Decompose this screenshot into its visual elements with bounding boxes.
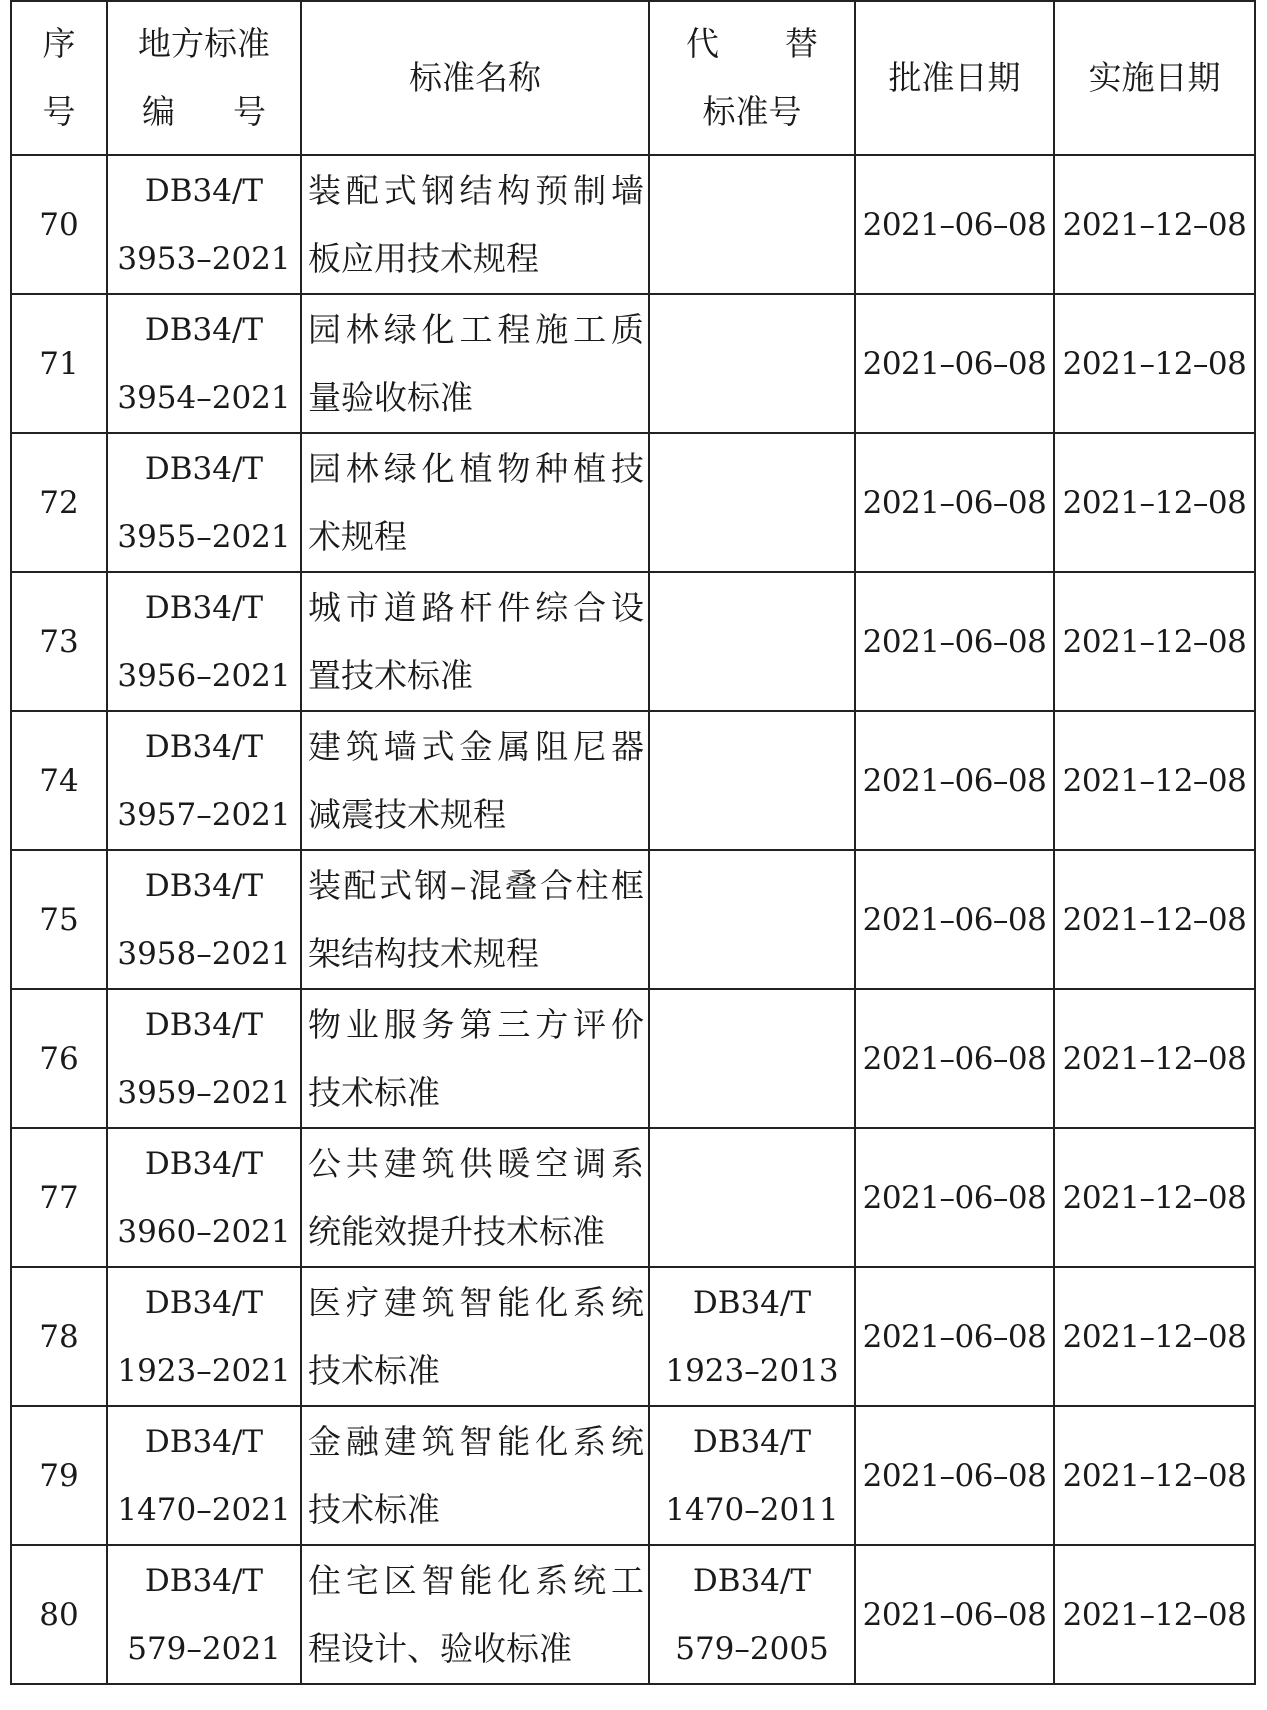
row-code (107, 1267, 301, 1406)
row-seq: 72 (11, 433, 107, 572)
row-seq: 75 (11, 850, 107, 989)
table-row (11, 1406, 1255, 1545)
row-effective-date: 2021–12–08 (1054, 1267, 1255, 1406)
row-code-line1: DB34/T (144, 1284, 264, 1321)
row-code-line2: 3953–2021 (117, 240, 291, 277)
header-row (11, 1, 1255, 155)
row-approve-date: 2021–06–08 (855, 1406, 1054, 1545)
row-name-line2: 程设计、验收标准 (308, 1628, 572, 1668)
row-name-line2: 技术标准 (308, 1489, 440, 1529)
row-approve-date: 2021–06–08 (855, 294, 1054, 433)
row-effective-date: 2021–12–08 (1054, 711, 1255, 850)
row-code-line2: 579–2021 (127, 1630, 281, 1667)
header-approve-date: 批准日期 (855, 1, 1054, 155)
row-name-line1: 公共建筑供暖空调系 (308, 1143, 644, 1183)
header-replace-line1-b: 替 (785, 24, 818, 63)
row-replace (649, 989, 855, 1128)
row-replace (649, 294, 855, 433)
row-code-line2: 3955–2021 (117, 518, 291, 555)
row-code-line2: 1470–2021 (117, 1491, 291, 1528)
row-code-line2: 3959–2021 (117, 1074, 291, 1111)
row-code-line1: DB34/T (144, 1423, 264, 1460)
row-name (301, 850, 649, 989)
row-replace (649, 155, 855, 294)
row-effective-date: 2021–12–08 (1054, 572, 1255, 711)
row-code-line1: DB34/T (144, 867, 264, 904)
row-replace-line2: 579–2005 (675, 1630, 829, 1667)
row-name (301, 711, 649, 850)
row-name-line2: 技术标准 (308, 1350, 440, 1390)
row-approve-date: 2021–06–08 (855, 155, 1054, 294)
row-approve-date: 2021–06–08 (855, 433, 1054, 572)
row-code (107, 1406, 301, 1545)
header-seq-line2: 号 (42, 92, 76, 131)
row-code-line1: DB34/T (144, 311, 264, 348)
row-code-line2: 3954–2021 (117, 379, 291, 416)
header-code-line2 (108, 78, 300, 146)
row-approve-date: 2021–06–08 (855, 1267, 1054, 1406)
header-effective-date: 实施日期 (1054, 1, 1255, 155)
row-effective-date: 2021–12–08 (1054, 1406, 1255, 1545)
table-row (11, 294, 1255, 433)
header-code-line1: 地方标准 (138, 24, 270, 63)
header-replace-line1-a: 代 (686, 24, 719, 63)
row-name-line2: 架结构技术规程 (308, 933, 539, 973)
table-body (11, 155, 1255, 1684)
row-code-line1: DB34/T (144, 1145, 264, 1182)
row-code (107, 850, 301, 989)
row-code-line1: DB34/T (144, 589, 264, 626)
row-name-line2: 量验收标准 (308, 377, 473, 417)
row-name-line1: 装配式钢–混叠合柱框 (308, 865, 644, 905)
row-seq: 74 (11, 711, 107, 850)
row-code (107, 433, 301, 572)
row-seq: 70 (11, 155, 107, 294)
row-seq: 80 (11, 1545, 107, 1684)
row-name-line2: 减震技术规程 (308, 794, 506, 834)
row-name (301, 294, 649, 433)
row-code (107, 294, 301, 433)
row-approve-date: 2021–06–08 (855, 1545, 1054, 1684)
row-replace (649, 433, 855, 572)
row-effective-date: 2021–12–08 (1054, 155, 1255, 294)
standards-table (10, 0, 1256, 1685)
row-name-line2: 技术标准 (308, 1072, 440, 1112)
row-name (301, 433, 649, 572)
row-seq: 77 (11, 1128, 107, 1267)
row-replace (649, 1545, 855, 1684)
row-code-line1: DB34/T (144, 728, 264, 765)
row-name-line2: 板应用技术规程 (308, 238, 539, 278)
row-code-line2: 3960–2021 (117, 1213, 291, 1250)
header-seq-line1: 序 (42, 24, 76, 63)
row-code (107, 1128, 301, 1267)
row-name-line1: 物业服务第三方评价 (308, 1004, 644, 1044)
row-effective-date: 2021–12–08 (1054, 989, 1255, 1128)
row-code-line1: DB34/T (144, 1006, 264, 1043)
row-effective-date: 2021–12–08 (1054, 1545, 1255, 1684)
header-code-line2-b: 号 (233, 92, 266, 131)
row-replace (649, 572, 855, 711)
table-row (11, 572, 1255, 711)
row-code-line2: 1923–2021 (117, 1352, 291, 1389)
row-replace (649, 850, 855, 989)
row-name (301, 1545, 649, 1684)
row-replace-line1: DB34/T (692, 1562, 812, 1599)
row-effective-date: 2021–12–08 (1054, 1128, 1255, 1267)
header-code (107, 1, 301, 155)
row-name-line1: 金融建筑智能化系统 (308, 1421, 644, 1461)
row-name-line1: 城市道路杆件综合设 (308, 587, 644, 627)
header-replace (649, 1, 855, 155)
table-header (11, 1, 1255, 155)
table-row (11, 1128, 1255, 1267)
table-row (11, 155, 1255, 294)
row-name-line2: 统能效提升技术标准 (308, 1211, 605, 1251)
row-name-line2: 置技术标准 (308, 655, 473, 695)
table-row (11, 850, 1255, 989)
table-row (11, 989, 1255, 1128)
row-code (107, 155, 301, 294)
row-name-line2: 术规程 (308, 516, 407, 556)
row-seq: 71 (11, 294, 107, 433)
header-name: 标准名称 (301, 1, 649, 155)
row-name (301, 1406, 649, 1545)
row-name (301, 572, 649, 711)
row-name (301, 989, 649, 1128)
row-name-line1: 园林绿化植物种植技 (308, 448, 644, 488)
row-code (107, 711, 301, 850)
row-approve-date: 2021–06–08 (855, 850, 1054, 989)
row-code (107, 1545, 301, 1684)
row-name-line1: 园林绿化工程施工质 (308, 309, 644, 349)
header-seq (11, 1, 107, 155)
row-approve-date: 2021–06–08 (855, 989, 1054, 1128)
row-replace (649, 1128, 855, 1267)
row-replace (649, 1267, 855, 1406)
row-code (107, 572, 301, 711)
header-replace-line1 (650, 10, 854, 78)
row-seq: 76 (11, 989, 107, 1128)
row-replace-line1: DB34/T (692, 1284, 812, 1321)
header-replace-line2: 标准号 (702, 92, 802, 131)
row-approve-date: 2021–06–08 (855, 572, 1054, 711)
row-effective-date: 2021–12–08 (1054, 850, 1255, 989)
row-code-line2: 3957–2021 (117, 796, 291, 833)
row-code-line1: DB34/T (144, 1562, 264, 1599)
row-name (301, 1267, 649, 1406)
row-code (107, 989, 301, 1128)
row-name-line1: 住宅区智能化系统工 (308, 1560, 644, 1600)
row-name (301, 1128, 649, 1267)
table-row (11, 711, 1255, 850)
row-seq: 78 (11, 1267, 107, 1406)
row-code-line2: 3956–2021 (117, 657, 291, 694)
row-code-line1: DB34/T (144, 450, 264, 487)
table-row (11, 1545, 1255, 1684)
row-seq: 79 (11, 1406, 107, 1545)
row-replace-line2: 1470–2011 (665, 1491, 839, 1528)
row-replace (649, 1406, 855, 1545)
row-replace (649, 711, 855, 850)
row-name-line1: 装配式钢结构预制墙 (308, 170, 644, 210)
row-name-line1: 建筑墙式金属阻尼器 (308, 726, 644, 766)
header-code-line2-a: 编 (142, 92, 175, 131)
row-name-line1: 医疗建筑智能化系统 (308, 1282, 644, 1322)
row-approve-date: 2021–06–08 (855, 1128, 1054, 1267)
row-effective-date: 2021–12–08 (1054, 433, 1255, 572)
row-approve-date: 2021–06–08 (855, 711, 1054, 850)
row-code-line1: DB34/T (144, 172, 264, 209)
table-row (11, 433, 1255, 572)
row-name (301, 155, 649, 294)
table-row (11, 1267, 1255, 1406)
row-replace-line2: 1923–2013 (665, 1352, 839, 1389)
row-code-line2: 3958–2021 (117, 935, 291, 972)
row-seq: 73 (11, 572, 107, 711)
row-effective-date: 2021–12–08 (1054, 294, 1255, 433)
row-replace-line1: DB34/T (692, 1423, 812, 1460)
